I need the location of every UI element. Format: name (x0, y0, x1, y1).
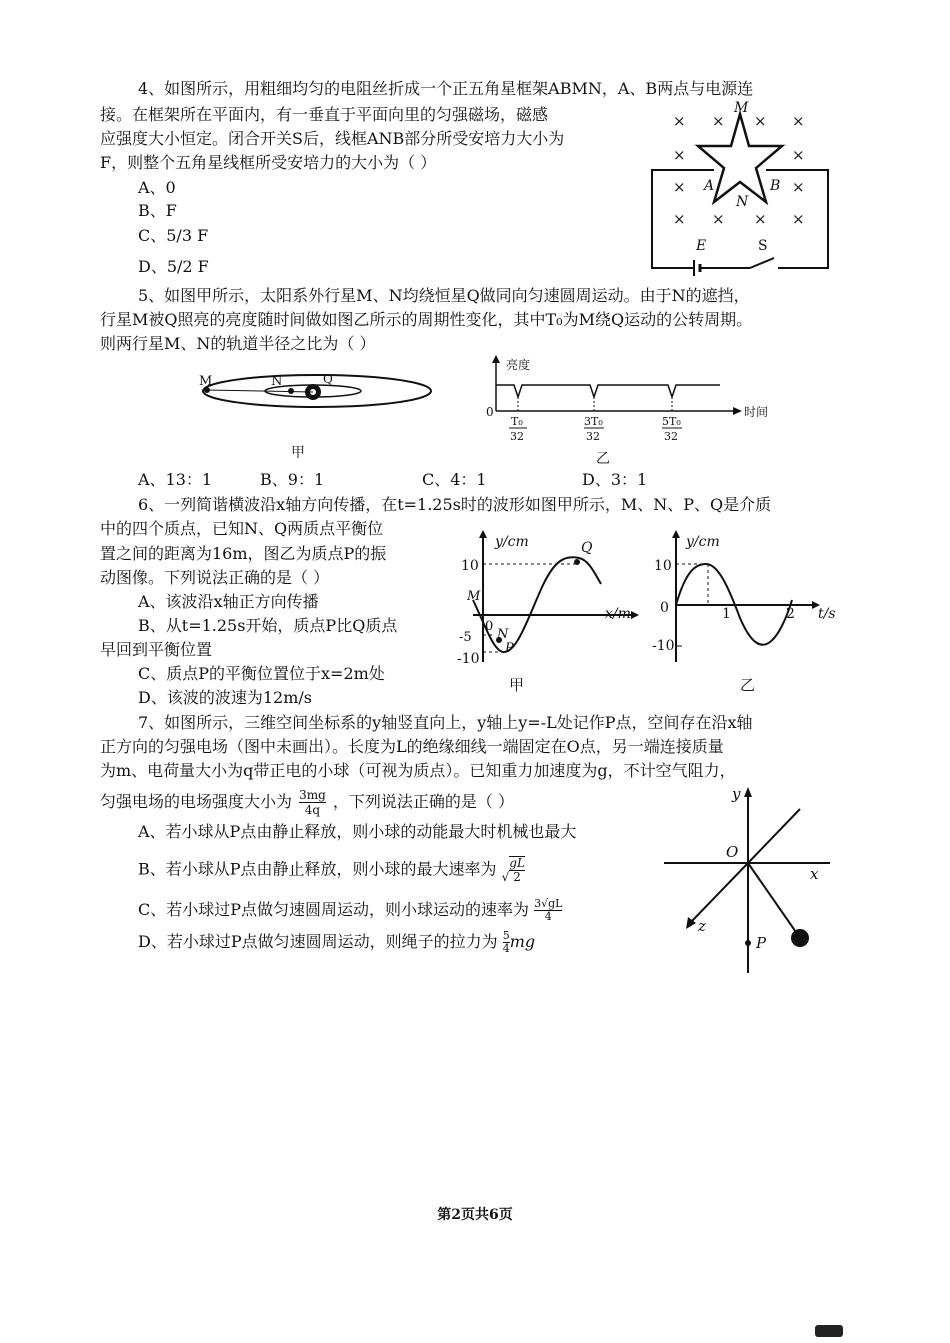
svg-text:×: × (754, 210, 767, 228)
svg-text:×: × (673, 112, 686, 130)
svg-text:Q: Q (323, 372, 333, 386)
svg-text:M: M (199, 374, 213, 389)
svg-text:×: × (673, 178, 686, 196)
q7-option-b-text: B、若小球从P点由静止释放，则小球的最大速率为 (138, 859, 497, 879)
svg-text:0: 0 (660, 600, 669, 616)
q5-line1: 5、如图甲所示，太阳系外行星M、N均绕恒星Q做同向匀速圆周运动。由于N的遮挡， (138, 286, 750, 305)
q7-option-b-numerator: gL (509, 856, 525, 870)
q5-option-d: D、3：1 (582, 470, 648, 489)
svg-text:A: A (704, 178, 715, 194)
svg-text:Q: Q (581, 540, 593, 556)
q7-field-denominator: 4q (304, 803, 321, 817)
q7-option-b (138, 856, 525, 884)
q4-star-circuit-figure (640, 100, 840, 275)
svg-text:×: × (712, 112, 725, 130)
svg-text:0: 0 (486, 405, 494, 419)
q7-option-d-unit: mg (509, 932, 536, 951)
svg-text:×: × (792, 112, 805, 130)
svg-text:×: × (792, 210, 805, 228)
q4-line3: 应强度大小恒定。闭合开关S后，线框ANB部分所受安培力大小为 (100, 129, 565, 148)
q6-line2: 中的四个质点，已知N、Q两质点平衡位 (100, 519, 384, 538)
svg-text:P: P (505, 641, 514, 656)
q6-option-d: D、该波的波速为12m/s (138, 688, 312, 707)
q7-option-c-denominator: 4 (544, 910, 552, 923)
q5-line2: 行星M被Q照亮的亮度随时间做如图乙所示的周期性变化，其中T₀为M绕Q运动的公转周期。 (100, 310, 753, 329)
svg-text:-5: -5 (459, 630, 472, 645)
svg-text:y: y (732, 785, 741, 803)
q5-line3: 则两行星M、N的轨道半径之比为（ ） (100, 334, 376, 353)
q7-option-d-numerator: 5 (502, 929, 510, 942)
corner-mark (815, 1325, 843, 1337)
q7-option-d-text: D、若小球过P点做匀速圆周运动，则绳子的拉力为 (138, 932, 498, 951)
q6-line1: 6、一列简谐横波沿x轴方向传播，在t=1.25s时的波形如图甲所示，M、N、P、Q是介质 (138, 495, 772, 514)
q7-line1: 7、如图所示，三维空间坐标系的y轴竖直向上，y轴上y=-L处记作P点，空间存在沿x轴 (138, 713, 753, 732)
svg-text:1: 1 (722, 606, 731, 622)
svg-text:N: N (271, 374, 283, 389)
svg-text:32: 32 (586, 430, 600, 443)
q6-option-c: C、质点P的平衡位置位于x=2m处 (138, 664, 385, 683)
svg-text:0: 0 (485, 619, 494, 634)
svg-text:M: M (467, 589, 481, 604)
svg-text:x/m: x/m (605, 606, 631, 622)
svg-text:32: 32 (664, 430, 678, 443)
svg-text:t/s: t/s (818, 606, 836, 622)
q7-line4-prefix: 匀强电场的电场强度大小为 (100, 792, 293, 811)
svg-text:-10: -10 (457, 651, 480, 667)
q4-line1: 4、如图所示，用粗细均匀的电阻丝折成一个正五角星框架ABMN，A、B两点与电源连 (138, 79, 754, 98)
svg-text:×: × (712, 210, 725, 228)
page-footer: 第2页共6页 (437, 1207, 513, 1223)
svg-text:亮度: 亮度 (506, 358, 531, 372)
q7-line2: 正方向的匀强电场（图中未画出）。长度为L的绝缘细线一端固定在O点，另一端连接质量 (100, 737, 724, 756)
q6-line4: 动图像。下列说法正确的是（ ） (100, 568, 330, 587)
svg-text:乙: 乙 (596, 451, 610, 467)
svg-text:甲: 甲 (509, 676, 525, 694)
q4-option-c: C、5/3 F (138, 226, 209, 245)
svg-text:10: 10 (461, 558, 479, 574)
q7-option-c (138, 898, 562, 923)
q7-option-c-fraction (534, 898, 562, 923)
q4-line2: 接。在框架所在平面内，有一垂直于平面向里的匀强磁场，磁感 (100, 105, 549, 124)
q7-option-c-text: C、若小球过P点做匀速圆周运动，则小球运动的速率为 (138, 900, 530, 919)
q7-option-b-sqrt: √ $\frac{gL}{2}$ (501, 856, 525, 884)
q6-vibration-graph-yi (652, 530, 842, 695)
q4-option-d: D、5/2 F (138, 257, 209, 276)
q6-option-b-line2: 早回到平衡位置 (100, 640, 213, 659)
svg-text:时间: 时间 (744, 405, 769, 419)
svg-text:B: B (770, 178, 781, 194)
q7-line4-suffix: ，下列说法正确的是（ ） (332, 792, 514, 811)
q7-field-numerator: 3mg (299, 788, 326, 802)
svg-text:2: 2 (786, 606, 795, 622)
q4-line4: F，则整个五角星线框所受安培力的大小为（ ） (100, 153, 437, 172)
svg-text:S: S (758, 238, 768, 254)
svg-text:-10: -10 (652, 638, 675, 654)
svg-text:x: x (810, 865, 819, 883)
svg-text:×: × (754, 112, 767, 130)
q7-field-fraction (299, 788, 326, 817)
svg-text:×: × (673, 210, 686, 228)
svg-text:10: 10 (654, 558, 672, 574)
q6-option-a: A、该波沿x轴正方向传播 (138, 592, 319, 611)
svg-text:M: M (734, 100, 749, 116)
q7-option-d-denominator: 4 (502, 942, 510, 955)
svg-text:O: O (726, 843, 739, 861)
svg-text:×: × (792, 146, 805, 164)
svg-text:3T₀: 3T₀ (584, 415, 603, 428)
q5-option-c: C、4：1 (422, 470, 487, 489)
svg-text:T₀: T₀ (511, 415, 523, 428)
svg-text:P: P (756, 934, 767, 952)
q5-orbit-figure (195, 365, 445, 465)
q6-wave-graph-jia (455, 530, 645, 695)
svg-text:y/cm: y/cm (495, 534, 529, 550)
svg-text:×: × (673, 146, 686, 164)
q5-brightness-graph (480, 355, 780, 467)
q6-option-b-line1: B、从t=1.25s开始，质点P比Q质点 (138, 616, 398, 635)
svg-text:y/cm: y/cm (686, 534, 720, 550)
q4-option-b: B、F (138, 201, 177, 220)
svg-text:E: E (696, 238, 707, 254)
q7-line3: 为m、电荷量大小为q带正电的小球（可视为质点）。已知重力加速度为g，不计空气阻力， (100, 761, 736, 780)
q5-option-a: A、13：1 (138, 470, 213, 489)
svg-text:甲: 甲 (291, 445, 305, 461)
svg-text:N: N (736, 194, 749, 210)
svg-text:×: × (792, 178, 805, 196)
svg-text:N: N (497, 627, 509, 642)
q7-line4 (100, 788, 514, 817)
svg-text:5T₀: 5T₀ (662, 415, 681, 428)
svg-text:乙: 乙 (740, 676, 756, 694)
q4-option-a: A、0 (138, 178, 176, 197)
q6-line3: 置之间的距离为16m，图乙为质点P的振 (100, 544, 387, 563)
q7-option-b-denominator: 2 (513, 870, 521, 884)
q7-coordinate-figure (660, 785, 840, 975)
svg-text:z: z (698, 917, 706, 935)
q5-option-b: B、9：1 (260, 470, 325, 489)
svg-text:32: 32 (510, 430, 524, 443)
q7-option-c-numerator: 3√gL (534, 897, 563, 910)
q7-option-a: A、若小球从P点由静止释放，则小球的动能最大时机械也最大 (138, 822, 577, 841)
q7-option-d-fraction (503, 930, 510, 955)
q7-option-d (138, 930, 535, 955)
